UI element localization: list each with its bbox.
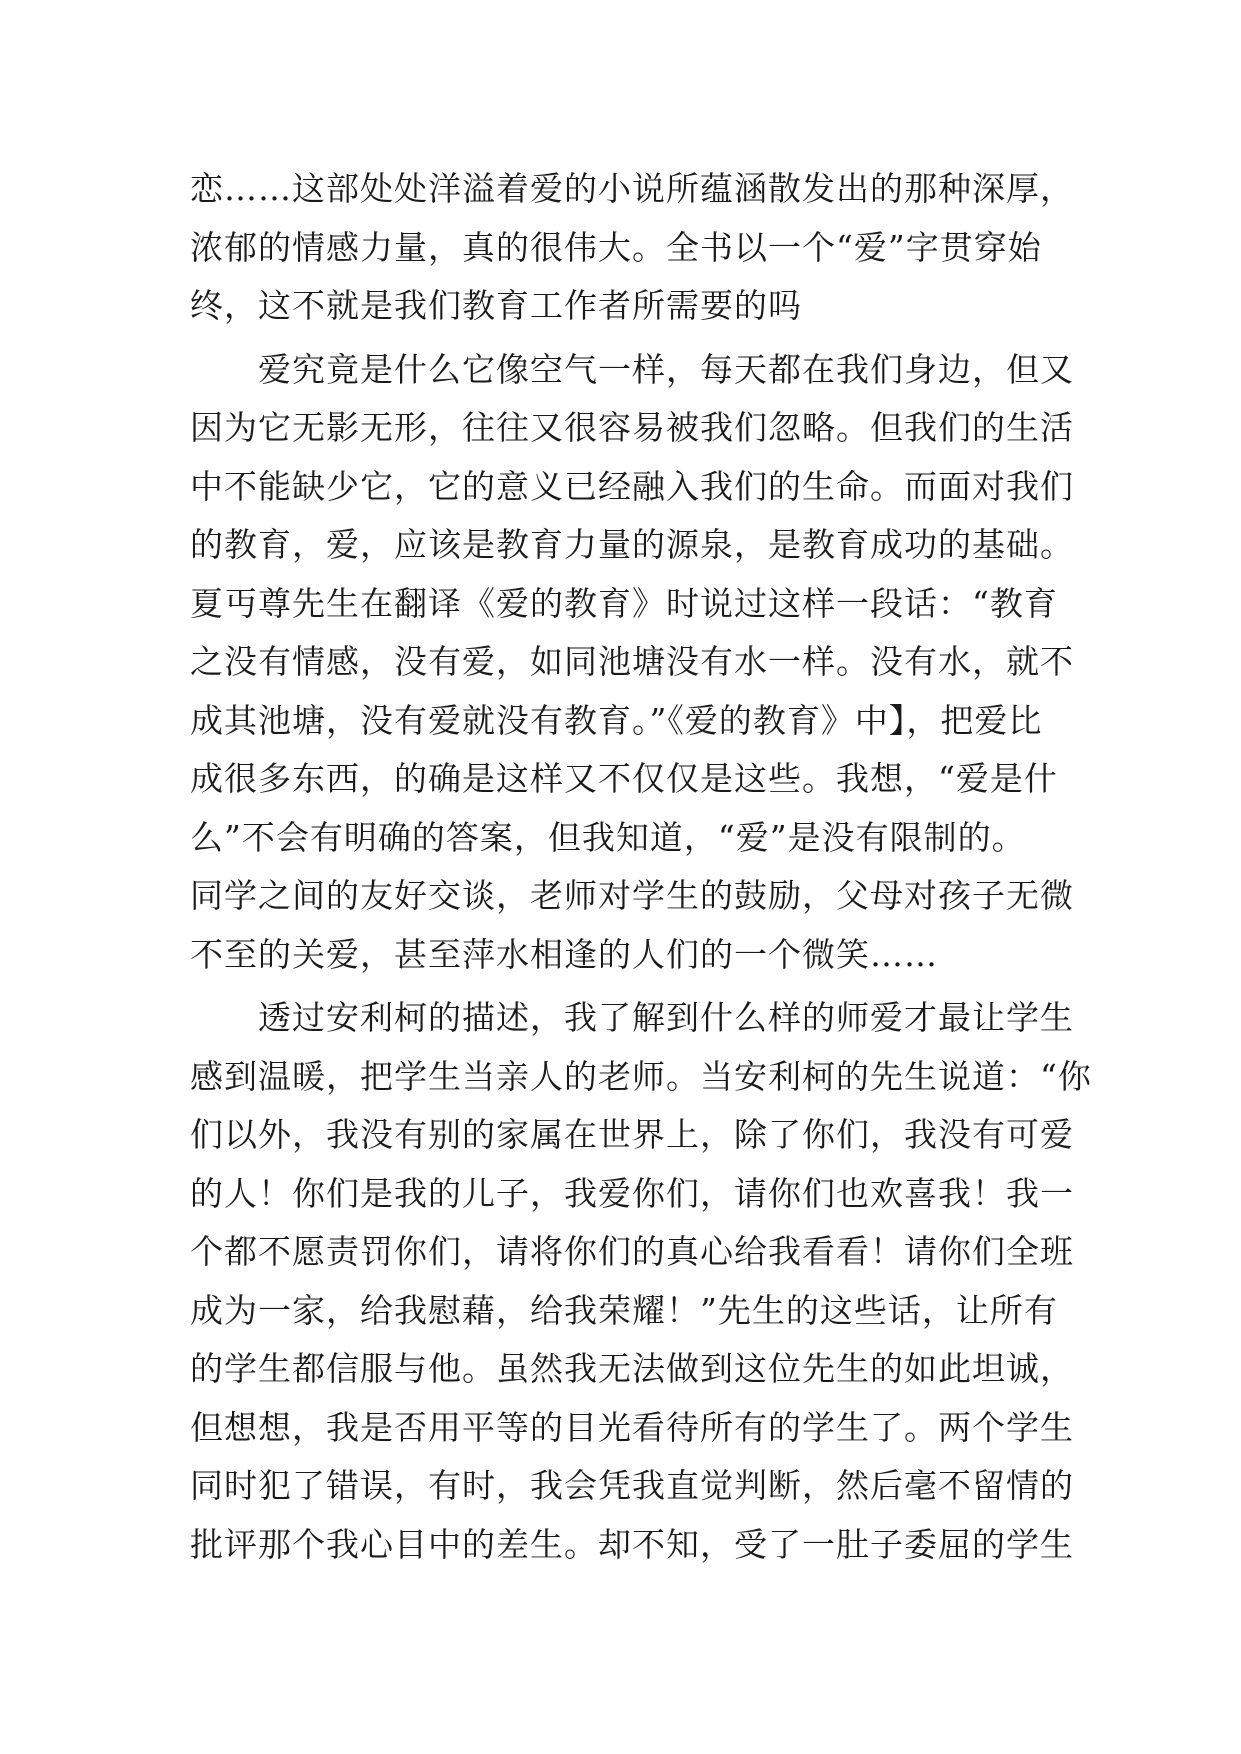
text-line: 同学之间的友好交谈，老师对学生的鼓励，父母对孩子无微 — [190, 876, 1074, 915]
text-line: 夏丏尊先生在翻译《爱的教育》时说过这样一段话：“教育 — [190, 583, 1058, 623]
text-line: 同时犯了错误，有时，我会凭我直觉判断，然后毫不留情的 — [190, 1466, 1074, 1505]
text-line: 浓郁的情感力量，真的很伟大。全书以一个“爱”字贯穿始 — [190, 227, 1042, 267]
text-line: 的学生都信服与他。虽然我无法做到这位先生的如此坦诚， — [190, 1349, 1074, 1388]
text-line: 个都不愿责罚你们，请将你们的真心给我看看！请你们全班 — [190, 1232, 1074, 1271]
text-line: 么”不会有明确的答案，但我知道，“爱”是没有限制的。 — [190, 817, 1026, 857]
text-line: 成很多东西，的确是这样又不仅仅是这些。我想，“爱是什 — [190, 759, 1058, 798]
text-line: 成其池塘，没有爱就没有教育。”《爱的教育》中】，把爱比 — [190, 700, 1043, 740]
text-line: 因为它无影无形，往往又很容易被我们忽略。但我们的生活 — [190, 408, 1074, 447]
text-line: 透过安利柯的描述，我了解到什么样的师爱才最让学生 — [190, 998, 1074, 1037]
text-line: 的教育，爱，应该是教育力量的源泉，是教育成功的基础。 — [190, 525, 1074, 564]
text-line: 的人！你们是我的儿子，我爱你们，请你们也欢喜我！我一 — [190, 1173, 1074, 1213]
text-line: 不至的关爱，甚至萍水相逢的人们的一个微笑…… — [190, 934, 938, 974]
text-line: 恋……这部处处洋溢着爱的小说所蕴涵散发出的那种深厚， — [190, 169, 1074, 208]
text-line: 之没有情感，没有爱，如同池塘没有水一样。没有水，就不 — [190, 642, 1074, 681]
text-line: 们以外，我没有别的家属在世界上，除了你们，我没有可爱 — [190, 1115, 1074, 1154]
text-line: 中不能缺少它，它的意义已经融入我们的生命。而面对我们 — [190, 466, 1074, 506]
body-text — [190, 160, 1092, 1574]
text-line: 爱究竟是什么它像空气一样，每天都在我们身边，但又 — [190, 349, 1074, 389]
text-line: 但想想，我是否用平等的目光看待所有的学生了。两个学生 — [190, 1407, 1074, 1447]
text-line: 感到温暖，把学生当亲人的老师。当安利柯的先生说道：“你 — [190, 1056, 1092, 1096]
text-line: 终，这不就是我们教育工作者所需要的吗 — [190, 286, 802, 325]
text-line: 批评那个我心目中的差生。却不知，受了一肚子委屈的学生 — [190, 1524, 1074, 1564]
text-line: 成为一家，给我慰藉，给我荣耀！”先生的这些话，让所有 — [190, 1290, 1058, 1330]
